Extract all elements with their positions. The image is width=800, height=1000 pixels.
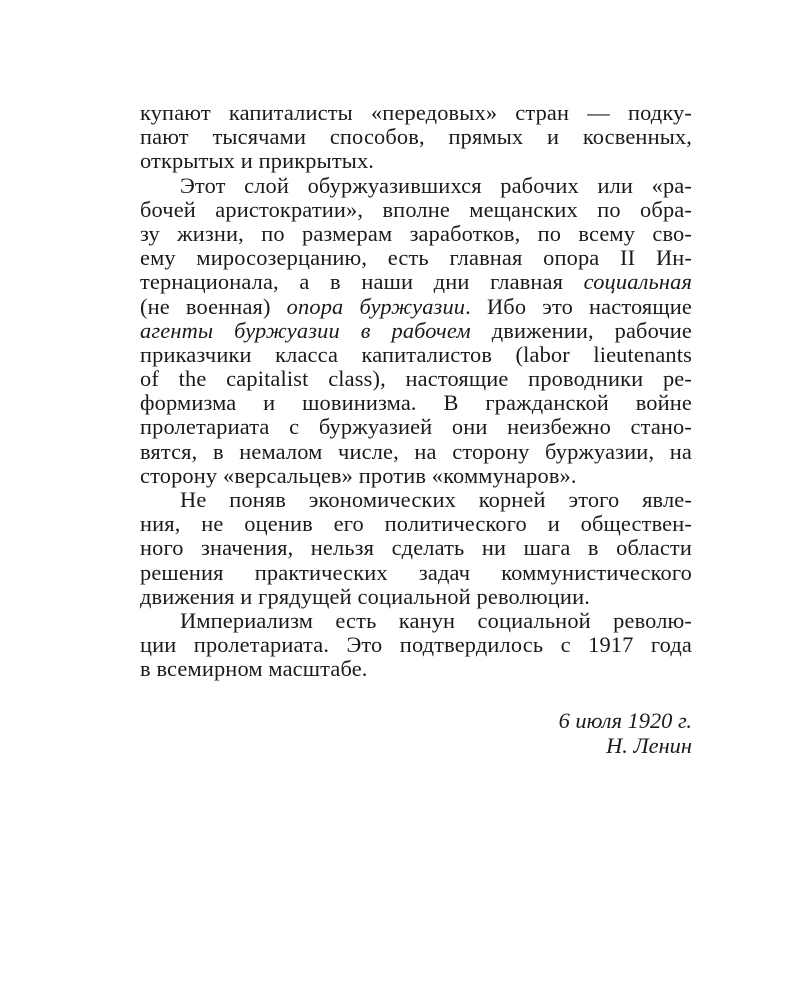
text-line (140, 246, 692, 270)
text-segment: ции пролетариата. Это подтвердилось с 1917 года (140, 632, 692, 658)
text-line (140, 101, 692, 125)
text-segment: пролетариата с буржуазией они неизбежно стано- (140, 414, 692, 440)
text-line (140, 657, 692, 681)
text-line (140, 415, 692, 439)
text-line (140, 198, 692, 222)
text-segment: тернационала, а в наши дни главная (140, 269, 584, 295)
text-line (140, 464, 692, 488)
text-segment: ния, не оценив его политического и обществен- (140, 511, 692, 537)
body-text (140, 101, 692, 682)
text-segment: пают тысячами способов, прямых и косвенных, (140, 124, 692, 150)
text-line (140, 125, 692, 149)
text-segment: открытых и прикрытых. (140, 148, 375, 174)
signature-author: Н. Ленин (606, 733, 692, 758)
text-line (140, 488, 692, 512)
text-segment: приказчики класса капиталистов (labor lieutenants (140, 341, 692, 367)
text-segment: Этот слой обуржуазившихся рабочих или «ра- (180, 172, 692, 198)
signature-block (559, 708, 692, 758)
italic-text: социальная (583, 269, 692, 295)
text-line (140, 391, 692, 415)
text-segment: вятся, в немалом числе, на сторону буржуазии, на (140, 438, 692, 464)
text-segment: сторону «версальцев» против «коммунаров». (140, 462, 577, 488)
text-line (140, 149, 692, 173)
text-segment: движении, рабочие (470, 317, 692, 343)
text-line (140, 222, 692, 246)
text-segment: решения практических задач коммунистического (140, 559, 692, 585)
text-segment: Не поняв экономических корней этого явле- (180, 487, 692, 512)
text-line (140, 343, 692, 367)
text-segment: . Ибо это настоящие (465, 293, 692, 319)
italic-text: опора буржуазии (286, 293, 466, 319)
text-segment: of the capitalist class), настоящие проводники ре- (140, 366, 692, 392)
text-segment: зу жизни, по размерам заработков, по всему сво- (140, 220, 692, 246)
text-line (140, 561, 692, 585)
text-line (140, 440, 692, 464)
text-line (140, 512, 692, 536)
text-line (140, 295, 692, 319)
text-line (140, 536, 692, 560)
text-segment: ного значения, нельзя сделать ни шага в области (140, 535, 692, 561)
italic-text: агенты буржуазии в рабочем (140, 317, 471, 343)
text-segment: ему миросозерцанию, есть главная опора II Ин- (140, 245, 692, 271)
text-segment: в всемирном масштабе. (140, 656, 368, 682)
text-line (140, 174, 692, 198)
text-line (140, 367, 692, 391)
text-line (140, 585, 692, 609)
text-segment: бочей аристократии», вполне мещанских по обра- (140, 196, 692, 222)
text-line (140, 633, 692, 657)
text-line (140, 270, 692, 294)
text-segment: движения и грядущей социальной революции. (140, 583, 590, 609)
text-line (140, 319, 692, 343)
text-segment: купают капиталисты «передовых» стран — подку- (140, 100, 692, 125)
text-segment: (не военная) (140, 293, 287, 319)
signature-date: 6 июля 1920 г. (558, 708, 692, 733)
text-line (140, 609, 692, 633)
text-segment: Империализм есть канун социальной револю- (180, 607, 692, 633)
text-segment: формизма и шовинизма. В гражданской войне (140, 390, 692, 416)
